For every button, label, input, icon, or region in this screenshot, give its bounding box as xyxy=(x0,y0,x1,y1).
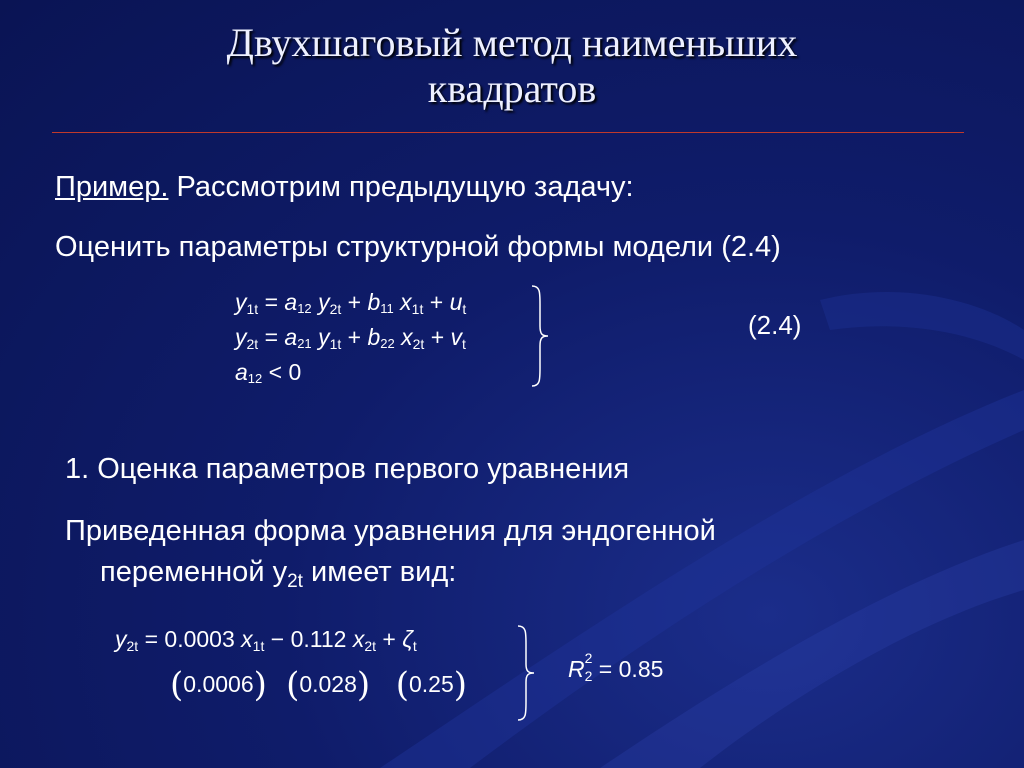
right-brace-icon-2 xyxy=(514,624,538,722)
step1-line1: Приведенная форма уравнения для эндогенной xyxy=(65,515,716,547)
equation-2: $y_{2t} = a21$ $y_{1t} + b22$ $x_{2t} + v_t$ xyxy=(235,324,466,352)
standard-errors: (0.0006) (0.028) (0.25) xyxy=(170,665,468,705)
example-label: Пример. xyxy=(55,171,169,203)
example-line xyxy=(55,170,634,204)
equation-3: a12 < 0 xyxy=(235,359,302,386)
step1-line2: переменной $y_{2t}$ имеет вид: xyxy=(100,556,457,592)
title-divider xyxy=(52,132,964,133)
slide-title-line2: квадратов xyxy=(427,66,597,111)
task-text: Оценить параметры структурной формы модели (2.4) xyxy=(55,231,781,263)
right-brace-icon xyxy=(528,284,550,388)
se-coef2: 0.028 xyxy=(299,671,357,697)
se-coef1: 0.0006 xyxy=(183,671,254,697)
step1-heading: 1. Оценка параметров первого уравнения xyxy=(65,453,630,485)
slide-title-line1: Двухшаговый метод наименьших xyxy=(226,20,798,65)
equation-number: (2.4) xyxy=(748,310,802,340)
reduced-equation: $y_{2t} = 0.0003$ $x_{1t} - 0.112$ $x_{2t} + \zeta_t$ xyxy=(115,626,417,654)
slide-title xyxy=(0,20,1024,112)
r-squared: R 2 $_2$ = 0.85 xyxy=(568,650,664,684)
equation-1: $y_{1t} = a12$ $y_{2t} + b11$ $x_{1t} + u_t$ xyxy=(235,289,467,317)
se-coef3: 0.25 xyxy=(408,671,454,697)
example-text: Рассмотрим предыдущую задачу: xyxy=(168,171,634,203)
